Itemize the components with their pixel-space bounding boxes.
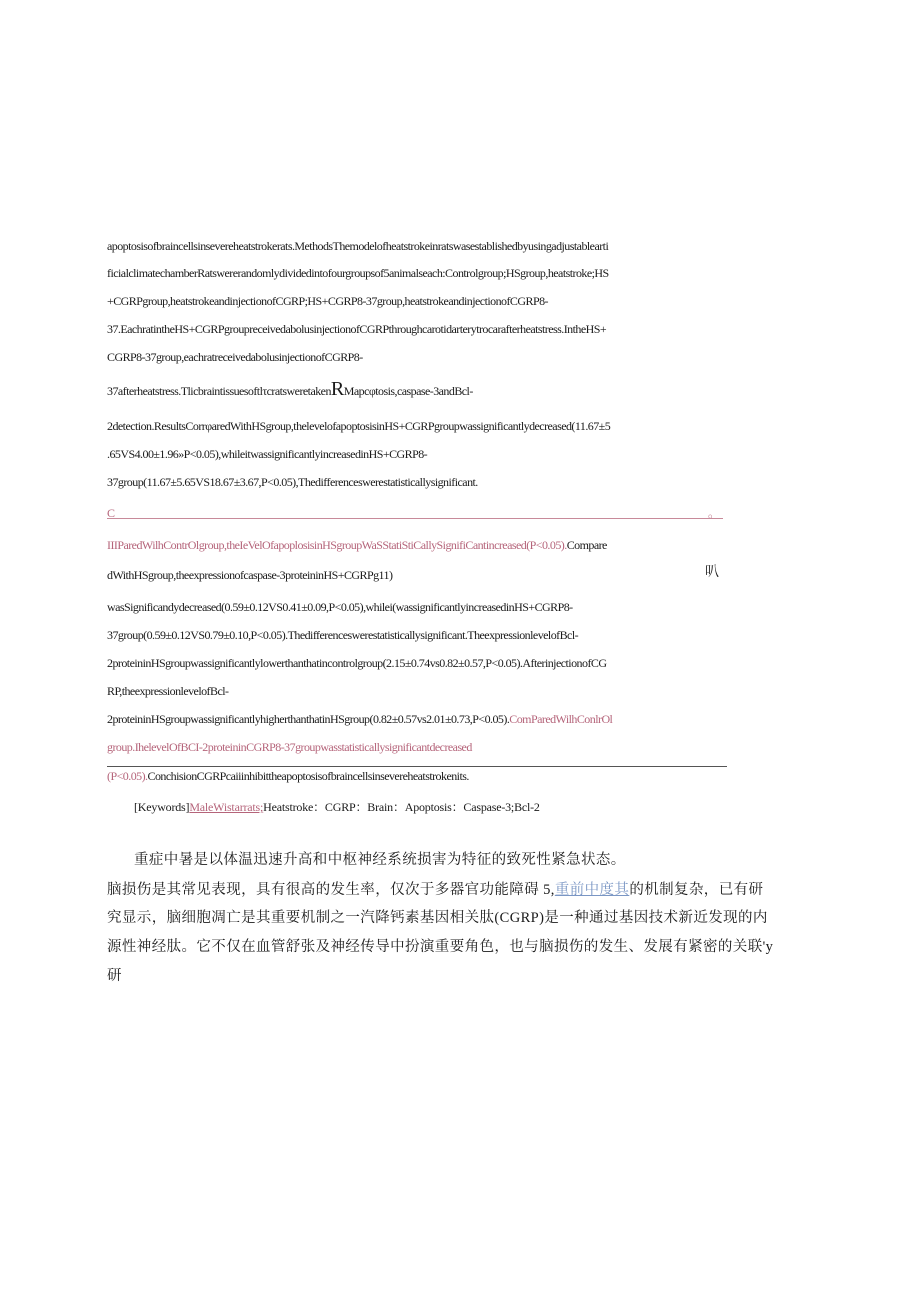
underline-rule (107, 766, 727, 767)
abstract-fragment: IIIParedWilhContrOlgroup,theIeVelOfapoplosisinHSgroupWaSStatiStiCallySignifiCantincreased(P<0.05). (107, 538, 567, 552)
paragraph-line: 重症中暑是以体温迅速升高和中枢神经系统损害为特征的致死性紧急状态。 (134, 852, 626, 868)
keywords-line (134, 799, 540, 815)
abstract-line: C (107, 506, 115, 520)
abstract-line (107, 378, 473, 400)
abstract-line (107, 768, 469, 784)
abstract-line: CGRP8-37group,eachratreceivedabolusinjectionofCGRP8- (107, 350, 363, 364)
keywords-label: [Keywords] (134, 800, 190, 814)
paragraph-line: 研 (107, 968, 122, 984)
abstract-fragment: Compare (566, 538, 607, 552)
abstract-line: group.IhelevelOfBCI-2proteininCGRP8-37groupwasstatisticallysignificantdecreased (107, 740, 472, 754)
abstract-line: 37group(11.67±5.65VS18.67±3.67,P<0.05),Thedifferenceswerestatisticallysignificant. (107, 475, 478, 489)
text-fragment: 脑损伤是其常见表现，具有很高的发生率，仅次于多器官功能障碍 5, (107, 882, 555, 898)
abstract-line: .65VS4.00±1.96»P<0.05),whileitwassignificantlyincreasedinHS+CGRP8- (107, 447, 428, 461)
abstract-fragment: ComParedWilhConlrOl (509, 712, 613, 726)
abstract-line: ficialclimatechamberRatswererandomlydividedintofourgroupsof5animalseach:Controlgroup;HSgroup,heatstroke;HS (107, 266, 609, 280)
reference-link[interactable]: 重前中度其 (554, 882, 630, 898)
paragraph-line: 究显示，脑细胞凋亡是其重要机制之一汽降钙素基因相关肽(CGRP)是一种通过基因技术新近发现的内 (107, 910, 768, 926)
underline-rule (107, 518, 723, 519)
abstract-fragment: 2proteininHSgroupwassignificantlyhigherthanthatinHSgroup(0.82±0.57vs2.01±0.73,P<0.05). (107, 712, 510, 726)
abstract-fragment: R (330, 378, 344, 400)
paragraph-line: 源性神经肽。它不仅在血管舒张及神经传导中扮演重要角色，也与脑损伤的发生、发展有紧密的关联'y (107, 939, 774, 955)
abstract-fragment: (P<0.05). (107, 769, 148, 783)
abstract-fragment: 叭 (705, 565, 719, 580)
abstract-fragment: 。 (708, 506, 720, 520)
abstract-line: 2proteininHSgroupwassignificantlylowerthanthatincontrolgroup(2.15±0.74vs0.82±0.57,P<0.05).AfterinjectionofCG (107, 656, 607, 670)
keywords-link[interactable]: MaleWistarrats; (189, 800, 264, 814)
abstract-line (107, 711, 612, 727)
abstract-line: apoptosisofbraincellsinsevereheatstrokerats.MethodsThemodelofheatstrokeinratswasestablishedbyusingadjustablearti (107, 239, 609, 253)
abstract-fragment: ConchisionCGRPcaiiinhibittheapoptosisofbraincellsinsevereheatstrokenits. (147, 769, 469, 783)
abstract-line: 37group(0.59±0.12VS0.79±0.10,P<0.05).Thedifferenceswerestatisticallysignificant.TheexpressionlevelofBcl- (107, 628, 579, 642)
abstract-line (107, 537, 607, 553)
abstract-line: 2detection.ResultsCorrφaredWithHSgroup,thelevelofapoptosisinHS+CGRPgroupwassignificantlydecreased(11.67±5 (107, 419, 611, 433)
abstract-line: +CGRPgroup,heatstrokeandinjectionofCGRP;HS+CGRP8-37group,heatstrokeandinjectionofCGRP8- (107, 294, 548, 308)
abstract-fragment: Mapcφtosis,caspase-3andBcl- (343, 384, 473, 398)
abstract-line: wasSignificandydecreased(0.59±0.12VS0.41±0.09,P<0.05),whilei(wassignificantlyincreasedinHS+CGRP8- (107, 600, 573, 614)
abstract-line: dWithHSgroup,theexpressionofcaspase-3proteininHS+CGRPg11) (107, 568, 393, 582)
abstract-line: RP,theexpressionlevelofBcl- (107, 684, 229, 698)
text-fragment: 的机制复杂，已有研 (629, 882, 764, 898)
keywords-list: Heatstroke：CGRP：Brain：Apoptosis：Caspase-3;Bcl-2 (263, 800, 540, 814)
abstract-line: 37.EachratintheHS+CGRPgroupreceivedabolusinjectionofCGRPthroughcarotidarterytrocarafterheatstress.IntheHS+ (107, 322, 607, 336)
paragraph-line (107, 880, 763, 900)
abstract-fragment: 37afterheatstress.Tlicbraintissuesoftlτcratsweretaken (107, 384, 331, 398)
